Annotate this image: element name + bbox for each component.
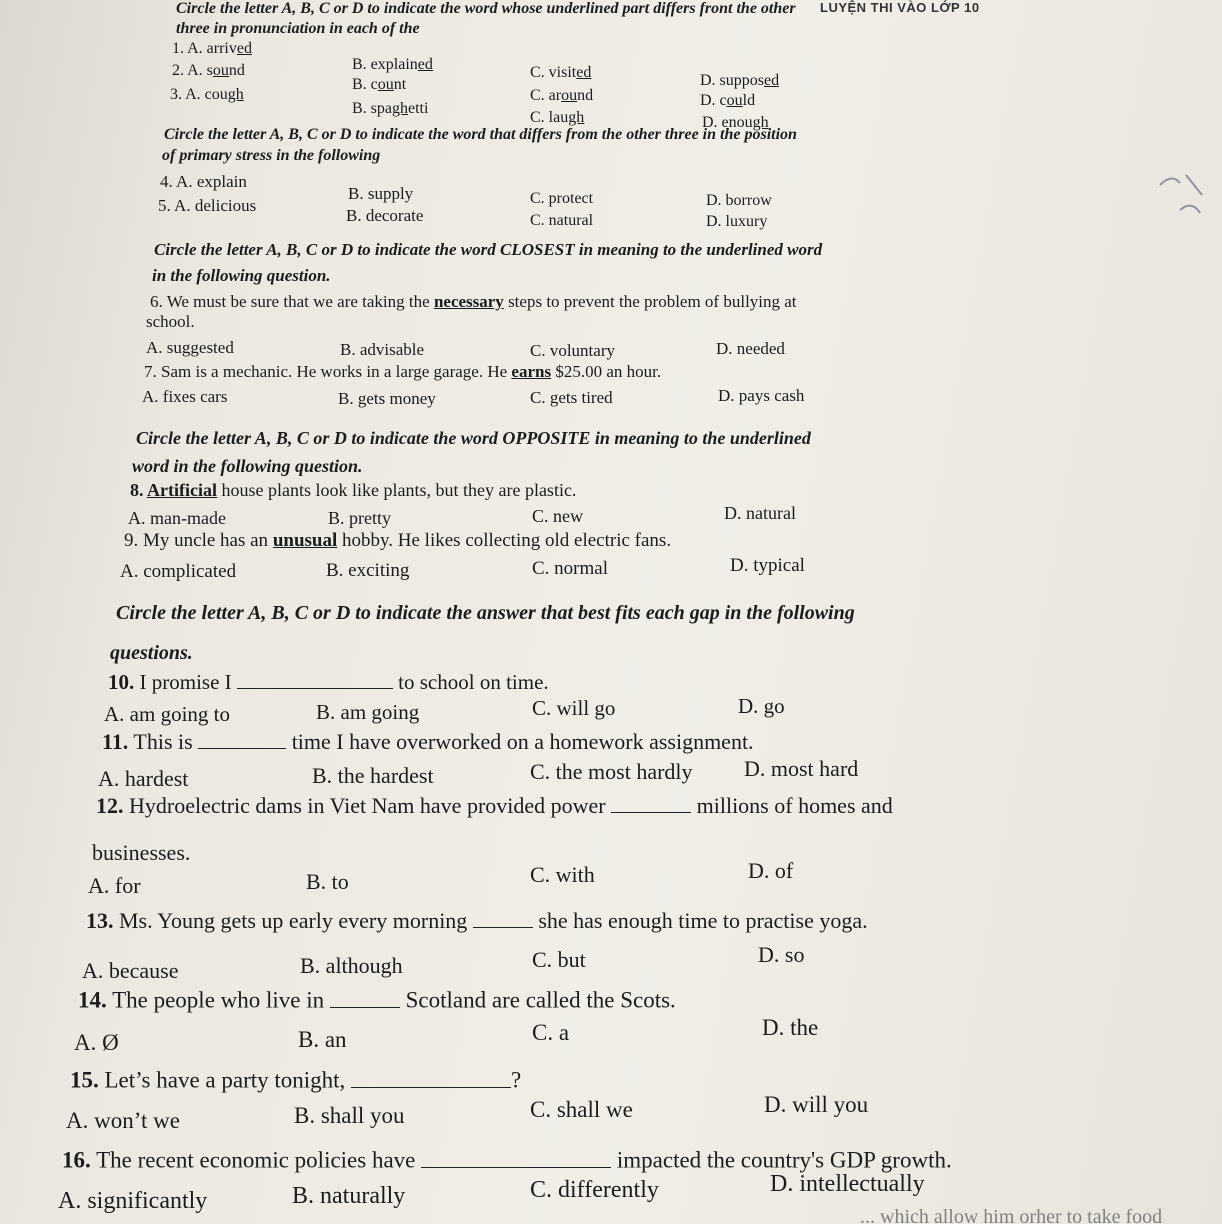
q10-option-b[interactable]: B. am going bbox=[316, 700, 420, 724]
q13-option-c[interactable]: C. but bbox=[532, 947, 586, 972]
q11-blank[interactable] bbox=[198, 728, 286, 749]
q14-option-c[interactable]: C. a bbox=[532, 1020, 570, 1045]
q3-option-a[interactable]: 3. A. cough bbox=[170, 86, 244, 103]
q5-option-a[interactable]: 5. A. delicious bbox=[158, 196, 257, 215]
section1-instruction-line2: three in pronunciation in each of the bbox=[176, 20, 420, 37]
q11-option-d[interactable]: D. most hard bbox=[744, 756, 859, 781]
q5-option-b[interactable]: B. decorate bbox=[346, 206, 424, 225]
q12-option-c[interactable]: C. with bbox=[530, 862, 595, 887]
q6-stem: 6. We must be sure that we are taking the necessary steps to prevent the problem of bullying at bbox=[150, 292, 797, 311]
q10-option-d[interactable]: D. go bbox=[738, 694, 785, 718]
section5-instruction-line1: Circle the letter A, B, C or D to indicate the answer that best fits each gap in the following bbox=[116, 602, 855, 624]
q13-blank[interactable] bbox=[473, 907, 533, 928]
q3-option-d[interactable]: D. enough bbox=[702, 114, 769, 131]
q15-blank[interactable] bbox=[351, 1066, 511, 1088]
q4-option-b[interactable]: B. supply bbox=[348, 184, 414, 203]
section3-instruction-line2: in the following question. bbox=[152, 266, 331, 285]
q11-option-c[interactable]: C. the most hardly bbox=[530, 759, 693, 784]
q14-stem: 14. The people who live in Scotland are called the Scots. bbox=[78, 987, 676, 1013]
q9-option-a[interactable]: A. complicated bbox=[120, 561, 237, 582]
handwritten-scribble-icon bbox=[1150, 165, 1210, 225]
section2-instruction-line2: of primary stress in the following bbox=[162, 147, 381, 164]
q1-option-d[interactable]: D. supposed bbox=[700, 72, 780, 89]
q7-stem: 7. Sam is a mechanic. He works in a large garage. He earns $25.00 an hour. bbox=[144, 362, 662, 381]
q15-option-c[interactable]: C. shall we bbox=[530, 1097, 633, 1122]
q8-option-c[interactable]: C. new bbox=[532, 506, 583, 526]
q16-option-a[interactable]: A. significantly bbox=[58, 1188, 208, 1214]
q13-stem: 13. Ms. Young gets up early every morning she has enough time to practise yoga. bbox=[86, 907, 868, 933]
q15-option-b[interactable]: B. shall you bbox=[294, 1103, 405, 1128]
q9-stem: 9. My uncle has an unusual hobby. He likes collecting old electric fans. bbox=[124, 530, 672, 551]
q15-option-a[interactable]: A. won’t we bbox=[66, 1108, 180, 1133]
q16-option-c[interactable]: C. differently bbox=[530, 1177, 659, 1203]
q12-option-d[interactable]: D. of bbox=[748, 858, 794, 883]
q8-stem: 8. Artificial house plants look like plants, but they are plastic. bbox=[130, 480, 577, 500]
q14-blank[interactable] bbox=[330, 986, 400, 1008]
q4-option-d[interactable]: D. borrow bbox=[706, 192, 772, 209]
q13-option-b[interactable]: B. although bbox=[300, 953, 403, 978]
q4-option-a[interactable]: 4. A. explain bbox=[160, 172, 247, 191]
q14-option-a[interactable]: A. Ø bbox=[74, 1030, 119, 1055]
q6-option-c[interactable]: C. voluntary bbox=[530, 341, 615, 360]
q1-option-a[interactable]: 1. A. arrived bbox=[172, 40, 252, 57]
q2-option-c[interactable]: C. around bbox=[530, 87, 594, 104]
q14-option-b[interactable]: B. an bbox=[298, 1027, 347, 1052]
section3-instruction-line1: Circle the letter A, B, C or D to indicate the word CLOSEST in meaning to the underlined word bbox=[154, 240, 823, 259]
q11-option-a[interactable]: A. hardest bbox=[98, 766, 189, 791]
q3-option-b[interactable]: B. spaghetti bbox=[352, 100, 429, 117]
q5-option-c[interactable]: C. natural bbox=[530, 212, 594, 229]
q15-option-d[interactable]: D. will you bbox=[764, 1092, 869, 1117]
q14-option-d[interactable]: D. the bbox=[762, 1015, 819, 1040]
q3-option-c[interactable]: C. laugh bbox=[530, 109, 585, 126]
section1-instruction-line1: Circle the letter A, B, C or D to indicate the word whose underlined part differs front the other bbox=[176, 0, 796, 17]
q6-option-d[interactable]: D. needed bbox=[716, 339, 785, 358]
section4-instruction-line2: word in the following question. bbox=[132, 456, 363, 476]
q6-stem-line2: school. bbox=[146, 312, 195, 331]
section2-instruction-line1: Circle the letter A, B, C or D to indicate the word that differs from the other three in the position bbox=[164, 126, 797, 143]
q10-blank[interactable] bbox=[237, 669, 393, 689]
q7-option-c[interactable]: C. gets tired bbox=[530, 388, 613, 407]
q7-option-b[interactable]: B. gets money bbox=[338, 389, 436, 408]
q16-option-b[interactable]: B. naturally bbox=[292, 1183, 406, 1209]
q1-option-c[interactable]: C. visited bbox=[530, 64, 592, 81]
q10-stem: 10. I promise I to school on time. bbox=[108, 669, 549, 694]
q12-option-b[interactable]: B. to bbox=[306, 869, 349, 894]
q16-blank[interactable] bbox=[421, 1146, 611, 1168]
next-page-fragment: ... which allow him orher to take food bbox=[860, 1206, 1163, 1224]
q6-option-b[interactable]: B. advisable bbox=[340, 340, 425, 359]
q10-option-c[interactable]: C. will go bbox=[532, 696, 616, 720]
q12-stem-line2: businesses. bbox=[92, 840, 191, 865]
q9-option-c[interactable]: C. normal bbox=[532, 558, 608, 579]
q2-option-d[interactable]: D. could bbox=[700, 92, 756, 109]
q9-option-d[interactable]: D. typical bbox=[730, 555, 805, 576]
q15-stem: 15. Let’s have a party tonight, ? bbox=[70, 1067, 522, 1093]
q16-stem: 16. The recent economic policies have impacted the country's GDP growth. bbox=[62, 1147, 952, 1173]
section5-instruction-line2: questions. bbox=[110, 642, 193, 664]
q2-option-a[interactable]: 2. A. sound bbox=[172, 62, 245, 79]
q11-stem: 11. This is time I have overworked on a homework assignment. bbox=[102, 728, 754, 754]
q6-option-a[interactable]: A. suggested bbox=[146, 338, 234, 357]
q8-option-b[interactable]: B. pretty bbox=[328, 508, 391, 528]
q12-stem: 12. Hydroelectric dams in Viet Nam have provided power millions of homes and bbox=[96, 792, 893, 818]
page-header: LUYỆN THI VÀO LỚP 10 bbox=[820, 0, 980, 15]
q4-option-c[interactable]: C. protect bbox=[530, 190, 594, 207]
q10-option-a[interactable]: A. am going to bbox=[104, 702, 230, 726]
q1-option-b[interactable]: B. explained bbox=[352, 56, 433, 73]
q12-blank[interactable] bbox=[611, 792, 691, 813]
q5-option-d[interactable]: D. luxury bbox=[706, 213, 768, 230]
q16-option-d[interactable]: D. intellectually bbox=[770, 1171, 925, 1197]
q12-option-a[interactable]: A. for bbox=[88, 873, 141, 898]
q7-option-d[interactable]: D. pays cash bbox=[718, 386, 805, 405]
q13-option-d[interactable]: D. so bbox=[758, 942, 805, 967]
q8-option-d[interactable]: D. natural bbox=[724, 503, 796, 523]
section4-instruction-line1: Circle the letter A, B, C or D to indicate the word OPPOSITE in meaning to the underlined bbox=[136, 428, 811, 448]
q9-option-b[interactable]: B. exciting bbox=[326, 560, 410, 581]
q2-option-b[interactable]: B. count bbox=[352, 76, 407, 93]
q11-option-b[interactable]: B. the hardest bbox=[312, 763, 434, 788]
q8-option-a[interactable]: A. man-made bbox=[128, 508, 226, 528]
q7-option-a[interactable]: A. fixes cars bbox=[142, 387, 228, 406]
q13-option-a[interactable]: A. because bbox=[82, 958, 179, 983]
